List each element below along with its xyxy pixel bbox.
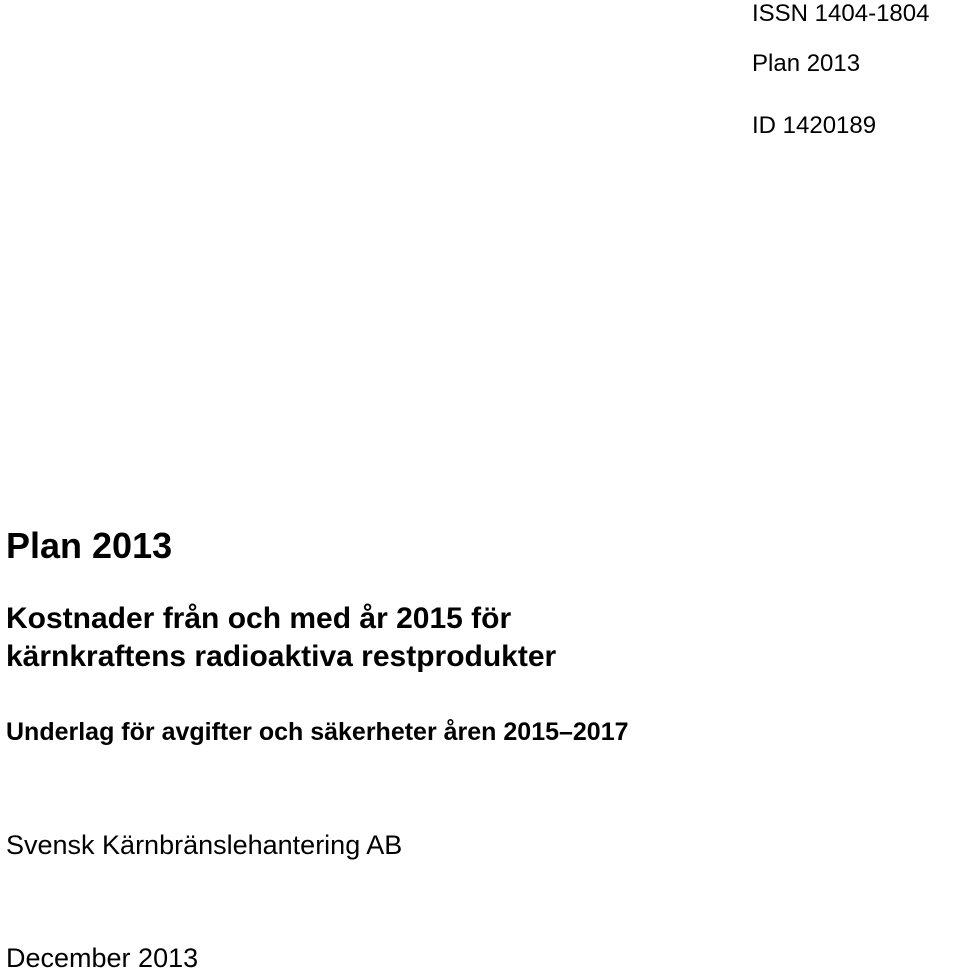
- document-id: ID 1420189: [752, 112, 877, 139]
- issn-number: ISSN 1404-1804: [752, 0, 930, 27]
- document-subtitle: [6, 600, 556, 676]
- subtitle-line-1: Kostnader från och med år 2015 för: [6, 602, 512, 635]
- publication-date: December 2013: [6, 943, 199, 973]
- document-basis: Underlag för avgifter och säkerheter åren 2015–2017: [6, 718, 629, 746]
- header-plan-label: Plan 2013: [752, 50, 861, 77]
- organization-name: Svensk Kärnbränslehantering AB: [6, 830, 403, 860]
- document-title: Plan 2013: [6, 525, 173, 566]
- subtitle-line-2: kärnkraftens radioaktiva restprodukter: [6, 640, 557, 673]
